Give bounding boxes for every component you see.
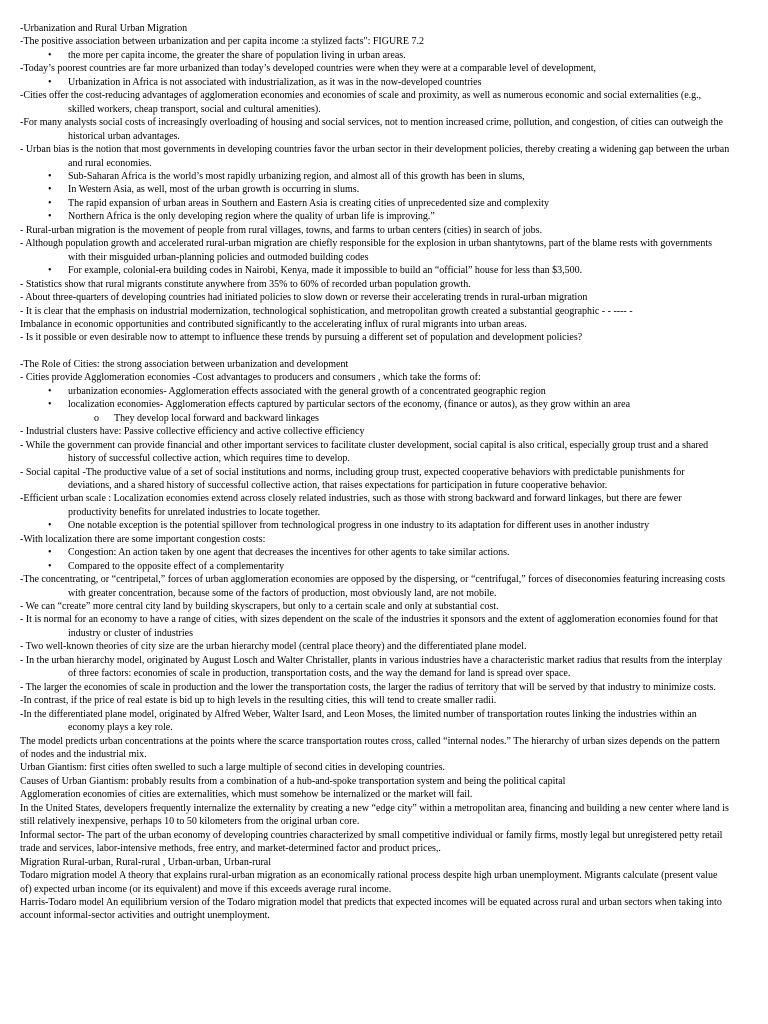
bullet-item: • In Western Asia, as well, most of the urban growth is occurring in slums. [20,183,730,196]
text-line: - Cities provide Agglomeration economies -Cost advantages to producers and consumers , which take the forms of: [20,372,481,384]
text-line: -Today’s poorest countries are far more urbanized than today’s developed countries were when they were at a comparable level of development, [20,63,597,75]
text-line: Causes of Urban Giantism: probably results from a combination of a hub-and-spoke transportation system and being the political capital [20,775,566,787]
text-line: - Urban bias is the notion that most governments in developing countries favor the urban sector in their development policies, thereby creating a widening gap between the urban and rural economies. [20,144,730,169]
paragraph-gap [20,345,730,358]
text-line: In the United States, developers frequently internalize the externality by creating a new “edge city” within a metropolitan area, financing and building a new center where land is still relatively inexpensive, perhaps 10 to 50 kilometers from the original urban core. [20,802,729,828]
text-line: -In contrast, if the price of real estate is bid up to high levels in the resulting cities, this will tend to create smaller radii. [20,695,497,707]
text-line: - Rural-urban migration is the movement of people from rural villages, towns, and farms to urban centers (cities) in search of jobs. [20,224,543,236]
text-line: -For many analysts social costs of increasingly overloading of housing and social services, not to mention increased crime, pollution, and congestion, of cities can outweigh the historical urban advantages. [20,117,723,142]
text-line: Todaro migration model A theory that explains rural-urban migration as an economically rational process despite high urban unemployment. Migrants calculate (present value of) expected urban income (or its equivalent) and move if this exceeds average rural income. [20,870,718,895]
text-line: - Although population growth and accelerated rural-urban migration are chiefly responsible for the explosion in urban shantytowns, part of the blame rests with governments with their misguided urban-planning policies and outmoded building codes [20,238,713,263]
text-line: Agglomeration economies of cities are externalities, which must somehow be internalized or the market will fail. [20,789,473,801]
text-line: Informal sector- The part of the urban economy of developing countries characterized by small competitive individual or family firms, mostly legal but unregistered petty retail trade and services, labor-intensive methods, free entry, and market-determined factor and product prices,. [20,829,723,855]
text-line: - While the government can provide financial and other important services to facilitate cluster development, social capital is also critical, especially group trust and a shared history of successful collective action, which requires time to develop. [20,439,709,465]
sub-bullet-item: o They develop local forward and backward linkages [20,412,730,425]
text-line: - It is normal for an economy to have a range of cities, with sizes dependent on the scale of the industries it sponsors and the extent of agglomeration economies found for that industry or cluster of industries [20,614,718,639]
text-line: -In the differentiated plane model, originated by Alfred Weber, Walter Isard, and Leon Moses, the limited number of transportation routes linking the industries within an economy plays a key role. [20,708,697,734]
text-line: - Two well-known theories of city size are the urban hierarchy model (central place theory) and the differentiated plane model. [20,641,527,653]
text-line: -Efficient urban scale : Localization economies extend across closely related industries, such as those with strong backward and forward linkages, but there are fewer productivity benefits for unrelated industries to locate together. [20,493,682,518]
text-line: - The larger the economies of scale in production and the lower the transportation costs, the larger the radius of territory that will be served by that industry to minimize costs. [20,681,716,693]
text-line: Imbalance in economic opportunities and contributed significantly to the accelerating influx of rural migrants into urban areas. [20,318,527,330]
text-line: The model predicts urban concentrations at the points where the scarce transportation routes cross, called “internal nodes.” The hierarchy of urban sizes depends on the pattern of nodes and the industrial mix. [20,735,720,761]
text-line: Migration Rural-urban, Rural-rural , Urban-urban, Urban-rural [20,856,272,868]
text-line: -The concentrating, or “centripetal,” forces of urban agglomeration economies are opposed by the dispersing, or “centrifugal,” forces of diseconomies featuring increasing costs with greater concentration, because some of the factors of production, most obviously land, are not mobile. [20,574,726,599]
bullet-item: • The rapid expansion of urban areas in Southern and Eastern Asia is creating cities of unprecedented size and complexity [20,197,730,210]
text-line: - In the urban hierarchy model, originated by August Losch and Walter Christaller, plants in various industries have a characteristic market radius that results from the interplay of three factors: economies of scale in production, transportation costs, and the way the demand for land is spread over space. [20,654,723,680]
text-line: - Industrial clusters have: Passive collective efficiency and active collective efficiency [20,426,365,438]
text-line: - Statistics show that rural migrants constitute anywhere from 35% to 60% of recorded urban population growth. [20,278,471,290]
bullet-item: • Urbanization in Africa is not associated with industrialization, as it was in the now-developed countries [20,76,730,89]
bullet-item: • urbanization economies- Agglomeration effects associated with the general growth of a concentrated geographic region [20,385,730,398]
text-line: Urban Giantism: first cities often swelled to such a large multiple of second cities in developing countries. [20,762,445,774]
bullet-item: • the more per capita income, the greater the share of population living in urban areas. [20,49,730,62]
document-body [20,22,730,923]
text-line: - Social capital -The productive value of a set of social institutions and norms, including group trust, expected cooperative behaviors with predictable punishments for deviations, and a shared history of successful collective action, that raises expectations for participation in future cooperative behavior. [20,466,685,491]
bullet-item: • Compared to the opposite effect of a complementarity [20,560,730,573]
bullet-item: • localization economies- Agglomeration effects captured by particular sectors of the economy, (finance or autos), as they grow within an area [20,398,730,411]
bullet-item: • Northern Africa is the only developing region where the quality of urban life is improving.” [20,210,730,223]
text-line: -The positive association between urbanization and per capita income :a stylized facts": FIGURE 7.2 [20,36,424,48]
bullet-item: • One notable exception is the potential spillover from technological progress in one industry to its adaptation for different uses in another industry [20,519,730,532]
text-line: - It is clear that the emphasis on industrial modernization, technological sophistication, and metropolitan growth created a substantial geographic - - ---- - [20,305,633,317]
text-line: -With localization there are some important congestion costs: [20,533,266,545]
text-line: - About three-quarters of developing countries had initiated policies to slow down or reverse their accelerating trends in rural-urban migration [20,292,588,304]
text-line: -Cities offer the cost-reducing advantages of agglomeration economies and economies of scale and proximity, as well as numerous economic and social externalities (e.g., skilled workers, cheap transport, social and cultural amenities). [20,90,702,115]
text-line: - We can “create” more central city land by building skyscrapers, but only to a certain scale and only at substantial cost. [20,601,499,613]
bullet-item: • For example, colonial-era building codes in Nairobi, Kenya, made it impossible to build an “official” house for less than $3,500. [20,264,730,277]
text-line: Harris-Todaro model An equilibrium version of the Todaro migration model that predicts that expected incomes will be equated across rural and urban sectors when taking into account informal-sector activities and outright unemployment. [20,897,722,922]
bullet-item: • Congestion: An action taken by one agent that decreases the incentives for other agents to take similar actions. [20,546,730,559]
text-line: -Urbanization and Rural Urban Migration [20,23,188,34]
text-line: -The Role of Cities: the strong association between urbanization and development [20,358,349,370]
bullet-item: • Sub-Saharan Africa is the world’s most rapidly urbanizing region, and almost all of this growth has been in slums, [20,170,730,183]
text-line: - Is it possible or even desirable now to attempt to influence these trends by pursuing a different set of population and development policies? [20,332,583,344]
